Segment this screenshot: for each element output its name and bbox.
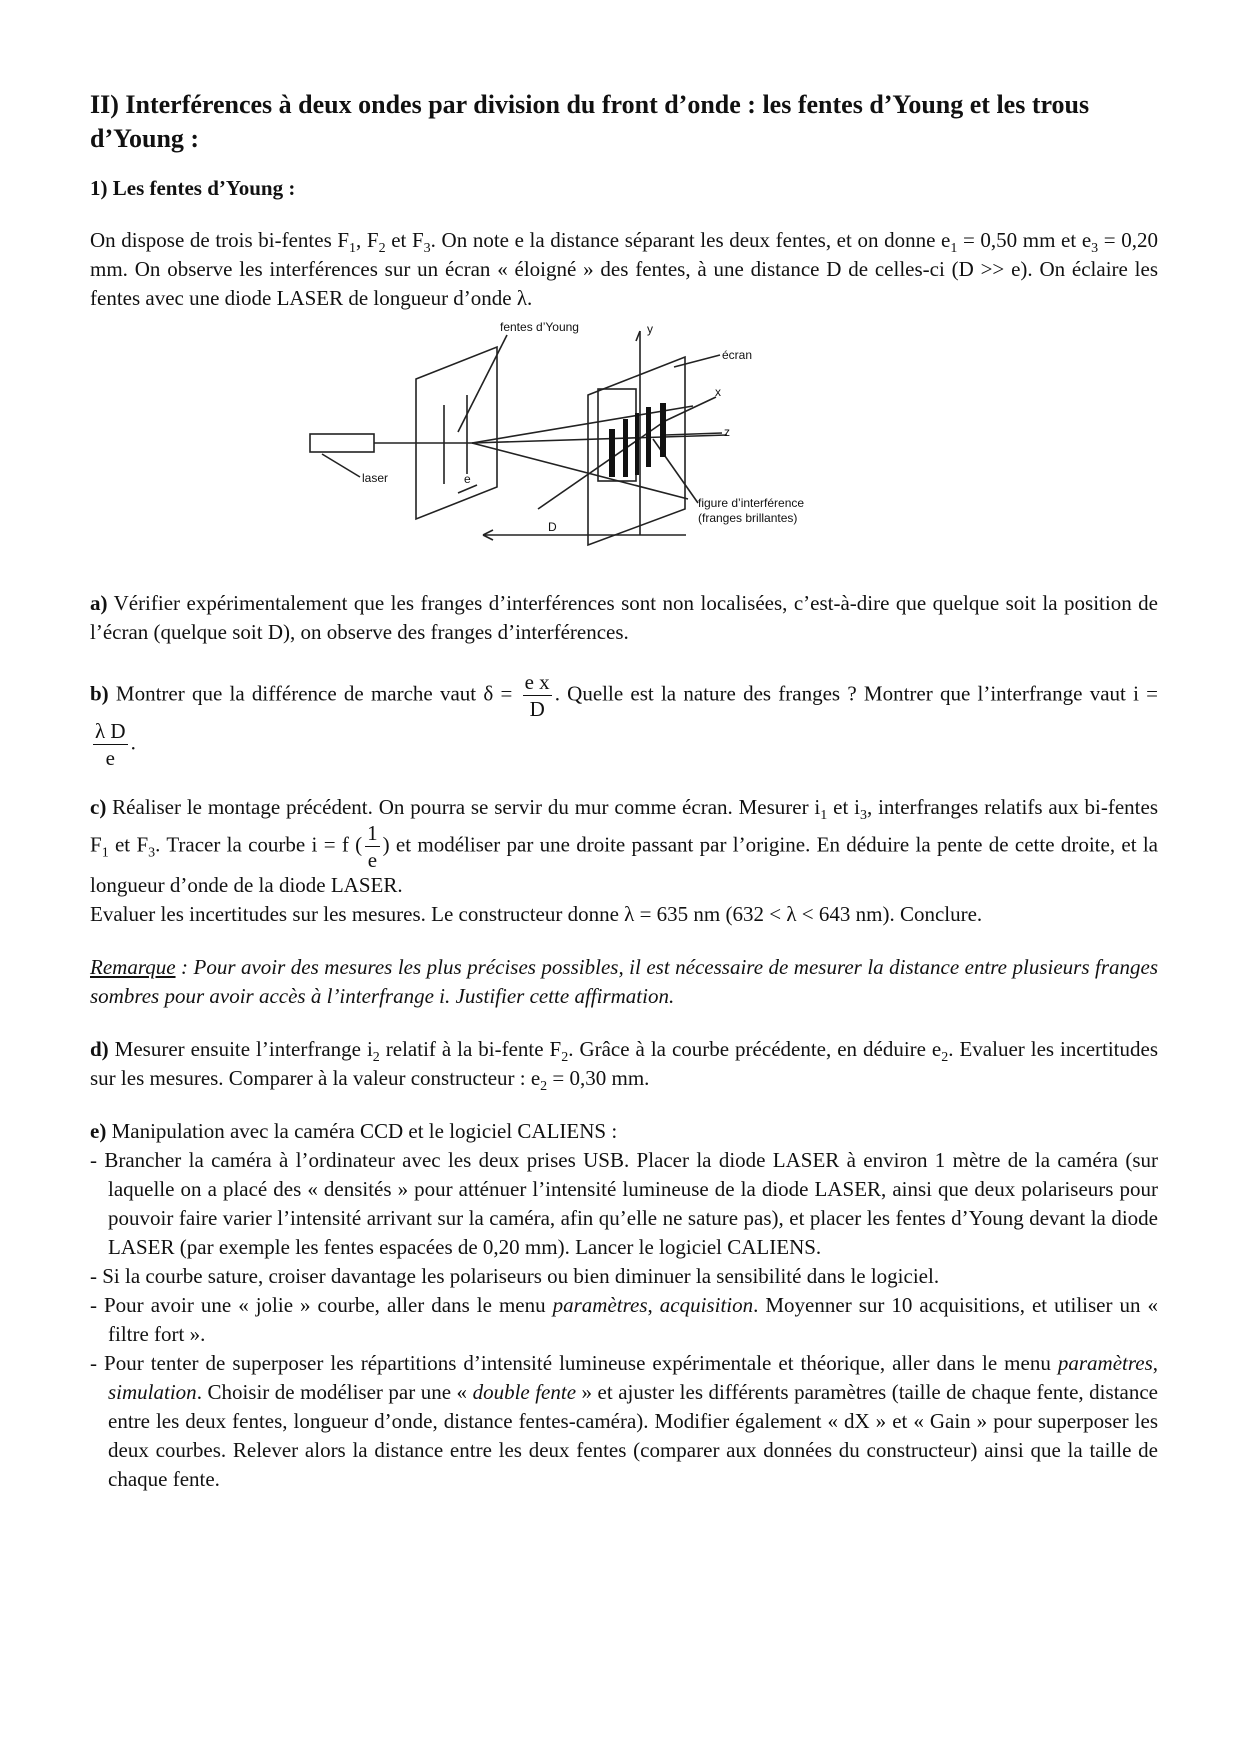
fringe-1 <box>609 429 615 477</box>
slit-plate <box>416 347 497 519</box>
e-arrow <box>458 485 477 493</box>
y-label: y <box>647 322 653 336</box>
fraction-interfrange: $\frac{\text{λ D}}{e}$ <box>95 719 126 771</box>
experiment-diagram <box>90 317 1158 569</box>
question-e-list <box>90 1146 1158 1494</box>
document-body <box>90 88 1158 1494</box>
list-item: - Si la courbe sature, croiser davantage les polariseurs ou bien diminuer la sensibilité dans le logiciel. <box>90 1264 940 1289</box>
laser-label: laser <box>362 471 389 485</box>
ecran-leader-line <box>674 355 720 367</box>
fringe-4 <box>646 407 651 467</box>
young-slits-figure <box>90 317 1158 569</box>
list-item: - Pour tenter de superposer les répartitions d’intensité lumineuse expérimentale et théorique, aller dans le menu paramètres, simulation. Choisir de modéliser par une « double fente » et ajuster les différents paramètres (taille de chaque fente, distance entre les deux fentes, longueur d’onde, distance fentes-caméra). Modifier également « dX » et « Gain » pour superposer les deux courbes. Relever alors la distance entre les deux fentes (comparer aux données du constructeur) ainsi que la taille de chaque fente. <box>90 1351 1158 1492</box>
remark-paragraph: Remarque : Pour avoir des mesures les plus précises possibles, il est nécessaire de mesurer la distance entre plusieurs franges sombres pour avoir accès à l’interfrange i. Justifier cette affirmation. <box>90 955 1158 1009</box>
intro-paragraph: On dispose de trois bi-fentes $F_1$, $F_2$ et $F_3$. On note e la distance séparant les deux fentes, et on donne $e_1 = 0,50$ mm et $e_3 = 0,20$ mm. On observe les interférences sur un écran « éloigné » des fentes, à une distance D de celles-ci (D >> e). On éclaire les fentes avec une diode LASER de longueur d’onde λ. <box>90 228 1158 310</box>
question-d: d) Mesurer ensuite l’interfrange $i_2$ relatif à la bi-fente $F_2$. Grâce à la courbe précédente, en déduire $e_2$. Evaluer les incertitudes sur les mesures. Comparer à la valeur constructeur : $e_2 = 0,30$ mm. <box>90 1037 1159 1095</box>
main-title: II) Interférences à deux ondes par division du front d’onde : les fentes d’Young et les trous d’Young : <box>90 90 1090 153</box>
fraction-one-over-e: $\frac{1}{e}$ <box>367 821 378 873</box>
lower-ray <box>472 443 688 499</box>
list-item: - Pour avoir une « jolie » courbe, aller dans le menu paramètres, acquisition. Moyenner sur 10 acquisitions, et utiliser un « filtre fort ». <box>90 1293 1159 1347</box>
question-a: a) Vérifier expérimentalement que les franges d’interférences sont non localisées, c’est-à-dire que quelque soit la position de l’écran (quelque soit D), on observe des franges d’interférences. <box>90 591 1158 644</box>
x-label: x <box>715 385 721 399</box>
question-b: b) Montrer que la différence de marche vaut δ = $\frac{\text{e x}}{D}$ . Quelle est la nature des franges ? Montrer que l’interfrange vaut i = $\frac{\text{λ D}}{e}$ . <box>90 670 1159 771</box>
section-heading: 1) Les fentes d’Young : <box>90 176 296 200</box>
fentes-label: fentes d’Young <box>500 320 579 334</box>
z-label: z <box>724 425 730 439</box>
fentes-leader-line <box>458 335 507 432</box>
figure-label-1: figure d’interférence <box>698 496 805 510</box>
list-item: - Brancher la caméra à l’ordinateur avec les deux prises USB. Placer la diode LASER à environ 1 mètre de la caméra (sur laquelle on a placé des « densités » pour atténuer l’intensité lumineuse de la diode LASER, ainsi que deux polariseurs pour pouvoir faire varier l’intensité arrivant sur la caméra, afin qu’elle ne sature pas), et placer les fentes d’Young devant la diode LASER (par exemple les fentes espacées de 0,20 mm). Lancer le logiciel CALIENS. <box>90 1148 1158 1260</box>
d-label: D <box>548 520 557 534</box>
fringe-5 <box>660 403 666 457</box>
screen-frame <box>598 389 636 481</box>
laser-pointer-line <box>322 454 360 477</box>
fringe-3 <box>635 413 639 475</box>
ecran-label: écran <box>722 348 753 362</box>
figure-leader-line <box>653 439 698 503</box>
fringe-2 <box>623 419 628 477</box>
laser-body <box>310 434 374 452</box>
question-c: c) Réaliser le montage précédent. On pourra se servir du mur comme écran. Mesurer $i_1$ et $i_3$, interfranges relatifs aux bi-fentes $F_1$ et $F_3$. Tracer la courbe i = f ( $\frac{1}{e}$ ) et modéliser par une droite passant par l’origine. En déduire la pente de cette droite, et la longueur d’onde de la diode LASER. <box>90 795 1158 898</box>
question-c-conclusion: Evaluer les incertitudes sur les mesures. Le constructeur donne λ = 635 nm (632 < λ < 643 nm). Conclure. <box>90 902 983 927</box>
figure-label-2: (franges brillantes) <box>698 511 798 525</box>
e-label: e <box>464 472 471 486</box>
question-e-title: e) Manipulation avec la caméra CCD et le logiciel CALIENS : <box>90 1119 618 1144</box>
fraction-delta: $\frac{\text{e x}}{D}$ <box>524 670 550 722</box>
